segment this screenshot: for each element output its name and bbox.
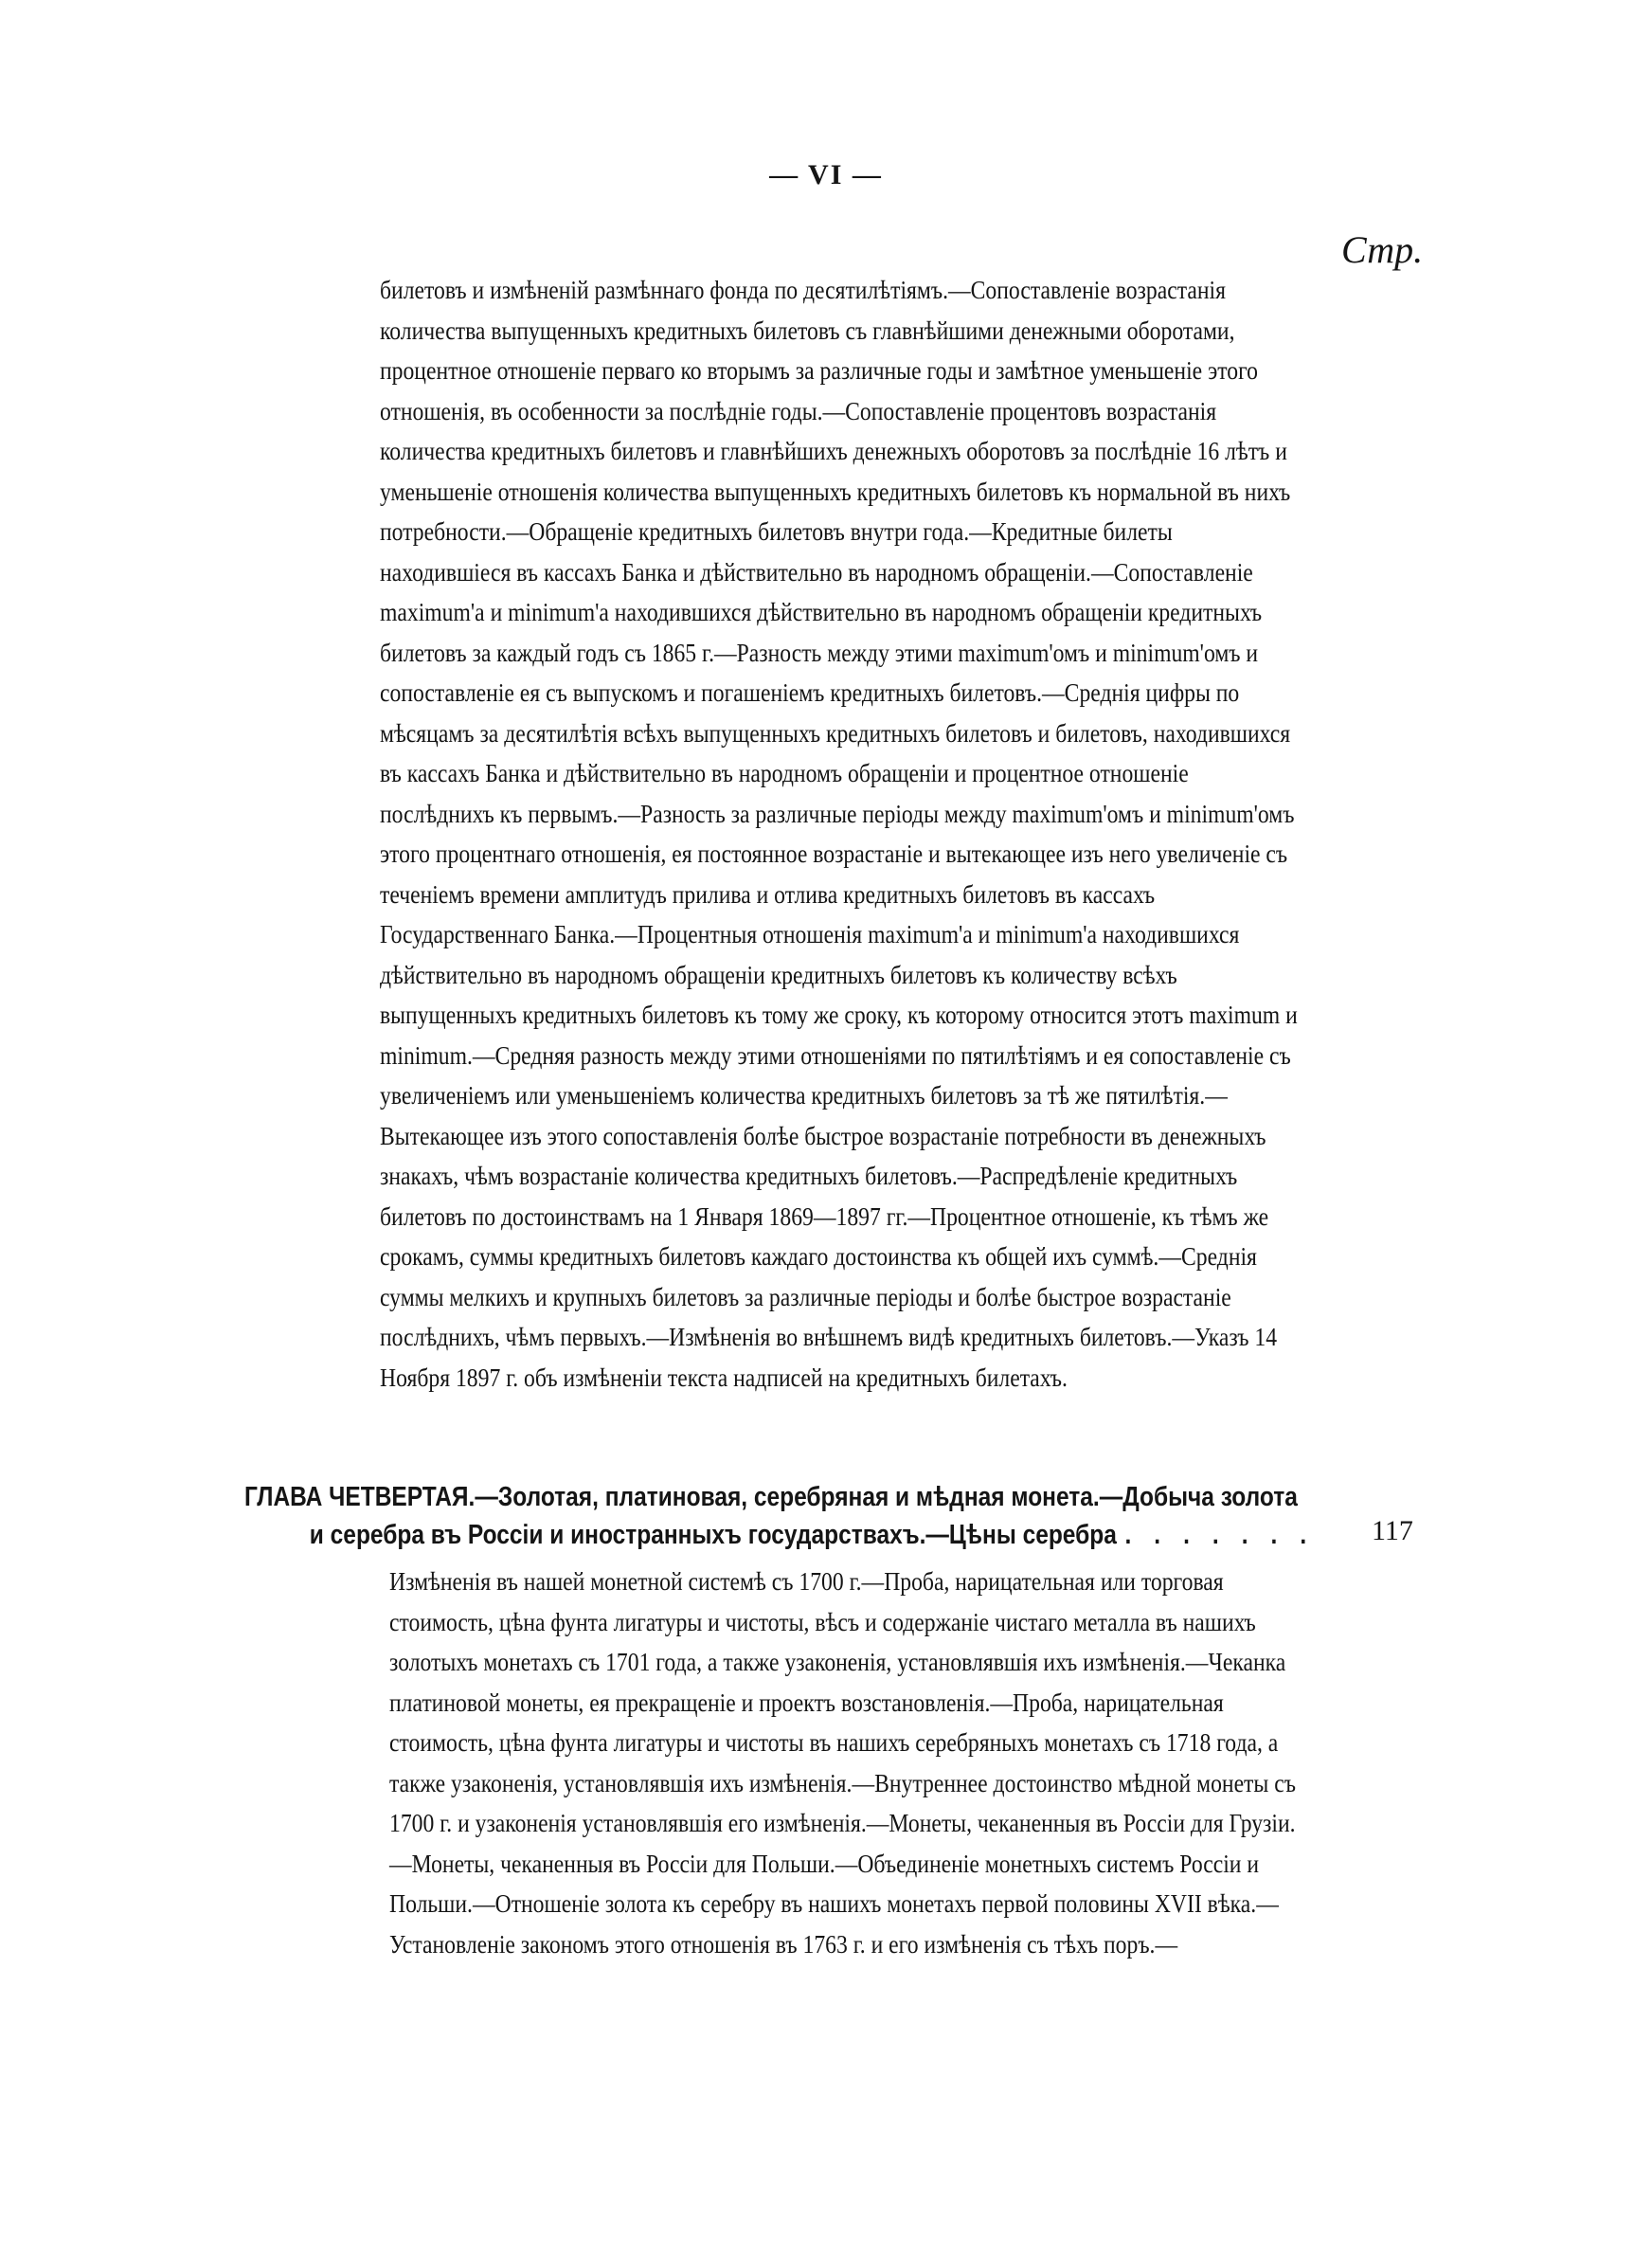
chapter-heading-line-2-text: и серебра въ Россіи и иностранныхъ государствахъ.—Цѣны серебра [309, 1520, 1117, 1550]
page-column-label: Стр. [1341, 228, 1424, 271]
chapter-heading [244, 1478, 1315, 1554]
paragraph-chapter-three-summary: билетовъ и измѣненій размѣннаго фонда по десятилѣтіямъ.—Сопоставленіе возрастанія количества выпущенныхъ кредитныхъ билетовъ съ главнѣйшими денежными оборотами, процентное отношеніе перваго ко вторымъ за различные годы и замѣтное уменьшеніе этого отношенія, въ особенности за послѣдніе годы.—Сопоставленіе процентовъ возрастанія количества кредитныхъ билетовъ и главнѣйшихъ денежныхъ оборотовъ за послѣдніе 16 лѣтъ и уменьшеніе отношенія количества выпущенныхъ кредитныхъ билетовъ къ нормальной въ нихъ потребности.—Обращеніе кредитныхъ билетовъ внутри года.—Кредитные билеты находившіеся въ кассахъ Банка и дѣйствительно въ народномъ обращеніи.—Сопоставленіе maximum'а и minimum'а находившихся дѣйствительно въ народномъ обращеніи кредитныхъ билетовъ за каждый годъ съ 1865 г.—Разность между этими maximum'омъ и minimum'омъ и сопоставленіе ея съ выпускомъ и погашеніемъ кредитныхъ билетовъ.—Среднія цифры по мѣсяцамъ за десятилѣтія всѣхъ выпущенныхъ кредитныхъ билетовъ и билетовъ, находившихся въ кассахъ Банка и дѣйствительно въ народномъ обращеніи и процентное отношеніе послѣднихъ къ первымъ.—Разность за различные періоды между maximum'омъ и minimum'омъ этого процентнаго отношенія, ея постоянное возрастаніе и вытекающее изъ него увеличеніе съ теченіемъ времени амплитудъ прилива и отлива кредитныхъ билетовъ въ кассахъ Государственнаго Банка.—Процентныя отношенія maximum'а и minimum'а находившихся дѣйствительно въ народномъ обращеніи кредитныхъ билетовъ къ количеству всѣхъ выпущенныхъ кредитныхъ билетовъ къ тому же сроку, къ которому относится этотъ maximum и minimum.—Средняя разность между этими отношеніями по пятилѣтіямъ и ея сопоставленіе съ увеличеніемъ или уменьшеніемъ количества кредитныхъ билетовъ за тѣ же пятилѣтія.—Вытекающее изъ этого сопоставленія болѣе быстрое возрастаніе потребности въ денежныхъ знакахъ, чѣмъ возрастаніе количества кредитныхъ билетовъ.—Распредѣленіе кредитныхъ билетовъ по достоинствамъ на 1 Января 1869—1897 гг.—Процентное отношеніе, къ тѣмъ же срокамъ, суммы кредитныхъ билетовъ каждаго достоинства къ общей ихъ суммѣ.—Среднія суммы мелкихъ и крупныхъ билетовъ за различные періоды и болѣе быстрое возрастаніе послѣднихъ, чѣмъ первыхъ.—Измѣненія во внѣшнемъ видѣ кредитныхъ билетовъ.—Указъ 14 Ноября 1897 г. объ измѣненіи текста надписей на кредитныхъ билетахъ. [380, 275, 1298, 1392]
leader-dots: . . . . . . . [1124, 1520, 1315, 1550]
paragraph-chapter-four-summary: Измѣненія въ нашей монетной системѣ съ 1700 г.—Проба, нарицательная или торговая стоимость, цѣна фунта лигатуры и чистоты, вѣсъ и содержаніе чистаго металла въ нашихъ золотыхъ монетахъ съ 1701 года, а также узаконенія, установлявшія ихъ измѣненія.—Чеканка платиновой монеты, ея прекращеніе и проектъ возстановленія.—Проба, нарицательная стоимость, цѣна фунта лигатуры и чистоты въ нашихъ серебряныхъ монетахъ съ 1718 года, а также узаконенія, установлявшія ихъ измѣненія.—Внутреннее достоинство мѣдной монеты съ 1700 г. и узаконенія установлявшія его измѣненія.—Монеты, чеканенныя въ Россіи для Грузіи.—Монеты, чеканенныя въ Россіи для Польши.—Объединеніе монетныхъ системъ Россіи и Польши.—Отношеніе золота къ серебру въ нашихъ монетахъ первой половины XVII вѣка.—Установленіе закономъ этого отношенія въ 1763 г. и его измѣненія съ тѣхъ поръ.— [389, 1566, 1296, 1959]
page-number: — VI — [769, 159, 883, 190]
chapter-heading-line-1: ГЛАВА ЧЕТВЕРТАЯ.—Золотая, платиновая, серебряная и мѣдная монета.—Добыча золота [244, 1482, 1298, 1512]
chapter-page-reference: 117 [1372, 1515, 1413, 1546]
chapter-heading-line-2 [244, 1516, 1315, 1554]
